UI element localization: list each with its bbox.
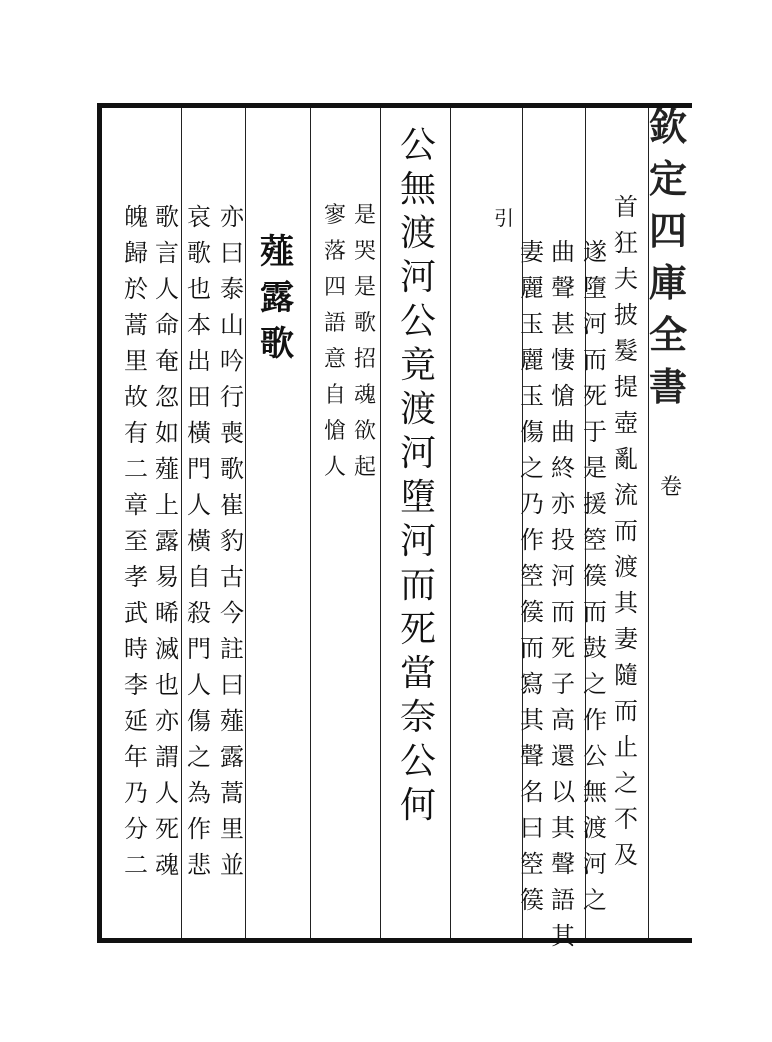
- text-character: 晞: [155, 599, 179, 627]
- commentary-column: [318, 205, 352, 493]
- text-character: 聲: [520, 742, 544, 770]
- text-character: 亦: [551, 490, 575, 518]
- text-character: 乃: [520, 490, 544, 518]
- text-character: 蒿: [124, 311, 148, 339]
- text-character: 命: [155, 311, 179, 339]
- text-character: 乃: [124, 779, 148, 807]
- text-character: 河: [551, 562, 575, 590]
- volume-marker: 卷: [660, 475, 683, 500]
- text-character: 妻: [520, 238, 544, 266]
- text-character: 今: [220, 599, 244, 627]
- text-character: 易: [155, 563, 179, 591]
- text-character: 篌: [520, 598, 544, 626]
- text-character: 投: [551, 526, 575, 554]
- text-character: 歌: [260, 324, 294, 364]
- text-column: [609, 195, 643, 879]
- text-character: 歸: [124, 239, 148, 267]
- text-character: 忽: [155, 383, 179, 411]
- text-character: 山: [220, 311, 244, 339]
- text-character: 何: [400, 785, 437, 826]
- text-column: [546, 240, 580, 960]
- text-character: 愴: [551, 382, 575, 410]
- margin-book-title: [648, 108, 688, 448]
- title-character: 書: [648, 364, 687, 409]
- text-character: 而: [400, 565, 437, 606]
- text-character: 作: [583, 706, 607, 734]
- text-character: 露: [155, 527, 179, 555]
- text-character: 麗: [520, 274, 544, 302]
- text-character: 竟: [400, 345, 437, 386]
- text-character: 渡: [400, 389, 437, 430]
- text-character: 亦: [155, 707, 179, 735]
- text-character: 泰: [220, 275, 244, 303]
- text-character: 魂: [155, 851, 179, 879]
- column-rule: [648, 108, 649, 938]
- text-character: 魄: [124, 203, 148, 231]
- text-character: 渡: [583, 814, 607, 842]
- text-character: 寫: [520, 670, 544, 698]
- text-character: 之: [520, 454, 544, 482]
- text-character: 死: [155, 815, 179, 843]
- title-character: 欽: [648, 108, 687, 149]
- text-character: 妻: [614, 625, 638, 653]
- text-character: 年: [124, 743, 148, 771]
- text-character: 分: [124, 815, 148, 843]
- text-character: 河: [400, 433, 437, 474]
- text-character: 里: [124, 347, 148, 375]
- text-character: 上: [155, 491, 179, 519]
- text-character: 人: [155, 275, 179, 303]
- text-character: 於: [124, 275, 148, 303]
- text-character: 註: [220, 635, 244, 663]
- text-character: 里: [220, 815, 244, 843]
- text-character: 奈: [400, 697, 437, 738]
- text-character: 箜: [583, 526, 607, 554]
- text-character: 麗: [520, 346, 544, 374]
- title-character: 四: [648, 208, 687, 253]
- text-column: [515, 240, 549, 924]
- column-rule: [310, 108, 311, 938]
- text-character: 墮: [583, 274, 607, 302]
- text-character: 魂: [353, 383, 376, 408]
- text-character: 之: [614, 769, 638, 797]
- text-character: 歌: [220, 455, 244, 483]
- text-character: 行: [220, 383, 244, 411]
- text-character: 人: [323, 455, 346, 480]
- text-character: 其: [614, 589, 638, 617]
- text-character: 亂: [614, 445, 638, 473]
- text-column: [578, 240, 612, 924]
- text-character: 出: [187, 347, 211, 375]
- text-character: 聲: [551, 274, 575, 302]
- text-character: 露: [220, 743, 244, 771]
- text-character: 而: [614, 697, 638, 725]
- text-character: 而: [583, 346, 607, 374]
- text-character: 四: [323, 275, 346, 300]
- text-character: 落: [323, 239, 346, 264]
- text-character: 公: [400, 125, 437, 166]
- text-character: 豹: [220, 527, 244, 555]
- text-character: 河: [583, 310, 607, 338]
- text-character: 箜: [520, 562, 544, 590]
- text-character: 如: [155, 419, 179, 447]
- text-character: 故: [124, 383, 148, 411]
- text-column: [119, 205, 153, 889]
- text-character: 引: [494, 206, 514, 230]
- text-character: 悽: [551, 346, 575, 374]
- text-character: 之: [187, 743, 211, 771]
- text-character: 之: [583, 886, 607, 914]
- text-character: 而: [583, 598, 607, 626]
- text-character: 其: [551, 814, 575, 842]
- text-character: 而: [551, 598, 575, 626]
- title-character: 庫: [648, 260, 687, 305]
- text-character: 河: [400, 521, 437, 562]
- text-character: 歌: [353, 311, 376, 336]
- text-character: 本: [187, 311, 211, 339]
- text-character: 意: [323, 347, 346, 372]
- text-character: 公: [583, 742, 607, 770]
- text-character: 人: [155, 779, 179, 807]
- text-character: 吟: [220, 347, 244, 375]
- text-character: 高: [551, 706, 575, 734]
- text-character: 愴: [323, 419, 346, 444]
- text-character: 死: [400, 609, 437, 650]
- text-character: 無: [400, 169, 437, 210]
- text-character: 鼓: [583, 634, 607, 662]
- title-character: 全: [648, 312, 687, 357]
- text-character: 玉: [520, 382, 544, 410]
- text-character: 箜: [520, 850, 544, 878]
- text-character: 死: [583, 382, 607, 410]
- text-character: 墮: [400, 477, 437, 518]
- text-column: [487, 208, 521, 228]
- text-character: 之: [583, 670, 607, 698]
- text-character: 田: [187, 383, 211, 411]
- text-character: 喪: [220, 419, 244, 447]
- text-character: 首: [614, 193, 638, 221]
- text-character: 子: [551, 670, 575, 698]
- text-character: 渡: [614, 553, 638, 581]
- text-character: 提: [614, 373, 638, 401]
- text-character: 曰: [220, 671, 244, 699]
- text-character: 薤: [260, 232, 294, 272]
- text-character: 聲: [551, 850, 575, 878]
- poem-title-column: [400, 125, 437, 832]
- text-character: 止: [614, 733, 638, 761]
- text-character: 披: [614, 301, 638, 329]
- text-character: 為: [187, 779, 211, 807]
- text-character: 援: [583, 490, 607, 518]
- text-character: 傷: [520, 418, 544, 446]
- text-character: 哀: [187, 203, 211, 231]
- text-character: 河: [583, 850, 607, 878]
- text-character: 作: [187, 815, 211, 843]
- section-heading-column: [260, 232, 294, 373]
- text-character: 壺: [614, 409, 638, 437]
- text-character: 死: [551, 634, 575, 662]
- text-character: 髮: [614, 337, 638, 365]
- text-character: 狂: [614, 229, 638, 257]
- text-character: 武: [124, 599, 148, 627]
- text-character: 語: [323, 311, 346, 336]
- text-character: 滅: [155, 635, 179, 663]
- text-character: 自: [187, 563, 211, 591]
- text-column: [182, 205, 216, 889]
- text-character: 人: [187, 671, 211, 699]
- text-character: 隨: [614, 661, 638, 689]
- text-character: 欲: [353, 419, 376, 444]
- text-character: 奄: [155, 347, 179, 375]
- text-character: 篌: [520, 886, 544, 914]
- text-character: 及: [614, 841, 638, 869]
- text-character: 也: [155, 671, 179, 699]
- text-column: [150, 205, 184, 889]
- text-character: 悲: [187, 851, 211, 879]
- text-character: 于: [583, 418, 607, 446]
- text-character: 是: [583, 454, 607, 482]
- text-character: 起: [353, 455, 376, 480]
- text-character: 曲: [551, 238, 575, 266]
- text-character: 渡: [400, 213, 437, 254]
- text-character: 門: [187, 635, 211, 663]
- title-character: 定: [648, 156, 687, 201]
- text-character: 孝: [124, 563, 148, 591]
- text-character: 李: [124, 671, 148, 699]
- commentary-column: [348, 205, 382, 493]
- text-character: 人: [187, 491, 211, 519]
- text-character: 其: [551, 922, 575, 950]
- text-character: 並: [220, 851, 244, 879]
- text-character: 至: [124, 527, 148, 555]
- text-character: 而: [614, 517, 638, 545]
- text-character: 篌: [583, 562, 607, 590]
- text-character: 章: [124, 491, 148, 519]
- text-character: 古: [220, 563, 244, 591]
- text-character: 招: [353, 347, 376, 372]
- text-character: 蒿: [220, 779, 244, 807]
- text-character: 流: [614, 481, 638, 509]
- text-character: 薤: [155, 455, 179, 483]
- text-character: 是: [353, 203, 376, 228]
- text-character: 語: [551, 886, 575, 914]
- text-character: 歌: [187, 239, 211, 267]
- text-character: 延: [124, 707, 148, 735]
- text-character: 河: [400, 257, 437, 298]
- text-character: 遂: [583, 238, 607, 266]
- text-character: 終: [551, 454, 575, 482]
- text-character: 薤: [220, 707, 244, 735]
- text-character: 其: [520, 706, 544, 734]
- text-character: 以: [551, 778, 575, 806]
- text-character: 曰: [220, 239, 244, 267]
- text-character: 不: [614, 805, 638, 833]
- text-character: 有: [124, 419, 148, 447]
- text-character: 曲: [551, 418, 575, 446]
- text-character: 自: [323, 383, 346, 408]
- text-character: 曰: [520, 814, 544, 842]
- text-column: [215, 205, 249, 889]
- column-rule: [450, 108, 451, 938]
- text-character: 歌: [155, 203, 179, 231]
- text-character: 崔: [220, 491, 244, 519]
- text-character: 橫: [187, 527, 211, 555]
- text-character: 無: [583, 778, 607, 806]
- text-character: 橫: [187, 419, 211, 447]
- text-character: 言: [155, 239, 179, 267]
- text-character: 也: [187, 275, 211, 303]
- text-character: 傷: [187, 707, 211, 735]
- text-character: 作: [520, 526, 544, 554]
- text-character: 門: [187, 455, 211, 483]
- text-character: 寥: [323, 203, 346, 228]
- text-character: 甚: [551, 310, 575, 338]
- text-character: 謂: [155, 743, 179, 771]
- text-character: 亦: [220, 203, 244, 231]
- text-character: 公: [400, 301, 437, 342]
- text-character: 玉: [520, 310, 544, 338]
- text-character: 殺: [187, 599, 211, 627]
- text-character: 公: [400, 741, 437, 782]
- text-character: 當: [400, 653, 437, 694]
- text-character: 二: [124, 455, 148, 483]
- text-character: 還: [551, 742, 575, 770]
- text-character: 時: [124, 635, 148, 663]
- text-character: 露: [260, 278, 294, 318]
- text-character: 二: [124, 851, 148, 879]
- text-character: 夫: [614, 265, 638, 293]
- text-character: 而: [520, 634, 544, 662]
- text-character: 名: [520, 778, 544, 806]
- text-character: 哭: [353, 239, 376, 264]
- text-character: 是: [353, 275, 376, 300]
